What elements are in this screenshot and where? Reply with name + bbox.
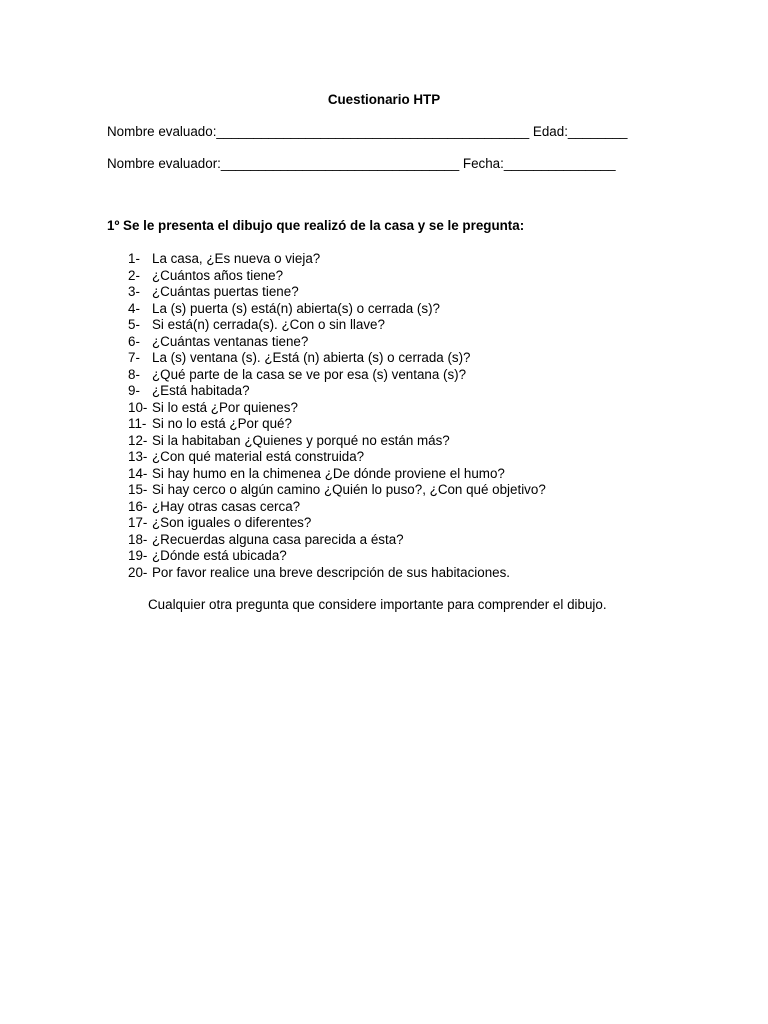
section-heading: 1º Se le presenta el dibujo que realizó de la casa y se le pregunta: xyxy=(107,218,525,233)
question-number: 5- xyxy=(128,317,140,332)
question-text: Si hay cerco o algún camino ¿Quién lo puso?, ¿Con qué objetivo? xyxy=(152,482,546,497)
question-number: 2- xyxy=(128,267,140,283)
question-item xyxy=(128,350,546,367)
question-item xyxy=(128,565,546,582)
question-item xyxy=(128,268,546,285)
question-text: Si está(n) cerrada(s). ¿Con o sin llave? xyxy=(152,317,385,332)
question-number: 6- xyxy=(128,333,140,349)
question-number: 7- xyxy=(128,350,140,365)
question-number: 16- xyxy=(128,498,148,514)
question-item xyxy=(128,499,546,516)
question-text: ¿Recuerdas alguna casa parecida a ésta? xyxy=(152,531,404,547)
question-text: ¿Qué parte de la casa se ve por esa (s) ventana (s)? xyxy=(152,366,467,382)
question-number: 10- xyxy=(128,399,148,415)
question-text: Por favor realice una breve descripción de sus habitaciones. xyxy=(152,564,511,580)
question-text: ¿Dónde está ubicada? xyxy=(152,548,287,563)
question-text: ¿Son iguales o diferentes? xyxy=(152,515,312,530)
question-item xyxy=(128,383,546,400)
question-text: La (s) puerta (s) está(n) abierta(s) o cerrada (s)? xyxy=(152,300,440,316)
question-item xyxy=(128,284,546,301)
question-item xyxy=(128,400,546,417)
question-item xyxy=(128,449,546,466)
closing-note: Cualquier otra pregunta que considere importante para comprender el dibujo. xyxy=(148,597,607,612)
question-text: ¿Cuántas ventanas tiene? xyxy=(152,333,309,349)
question-number: 1- xyxy=(128,251,140,266)
question-number: 18- xyxy=(128,531,148,547)
question-text: La casa, ¿Es nueva o vieja? xyxy=(152,251,321,266)
question-text: Si hay humo en la chimenea ¿De dónde proviene el humo? xyxy=(152,465,505,481)
question-text: ¿Cuántos años tiene? xyxy=(152,267,284,283)
evaluador-field-line: Nombre evaluador:________________________________ Fecha:_______________ xyxy=(107,156,616,171)
question-text: ¿Hay otras casas cerca? xyxy=(152,498,301,514)
question-number: 9- xyxy=(128,383,140,398)
question-number: 17- xyxy=(128,515,148,530)
question-list xyxy=(128,251,546,581)
question-item xyxy=(128,548,546,565)
question-number: 20- xyxy=(128,564,148,580)
evaluado-field-line: Nombre evaluado:__________________________________________ Edad:________ xyxy=(107,124,628,139)
question-number: 11- xyxy=(128,416,147,431)
document-title: Cuestionario HTP xyxy=(327,92,441,107)
question-item xyxy=(128,482,546,499)
question-item xyxy=(128,317,546,334)
question-item xyxy=(128,532,546,549)
question-item xyxy=(128,251,546,268)
question-item xyxy=(128,367,546,384)
question-number: 8- xyxy=(128,366,140,382)
question-text: ¿Cuántas puertas tiene? xyxy=(152,284,299,299)
question-text: La (s) ventana (s). ¿Está (n) abierta (s) o cerrada (s)? xyxy=(152,350,471,365)
question-item xyxy=(128,433,546,450)
question-number: 3- xyxy=(128,284,140,299)
question-number: 19- xyxy=(128,548,148,563)
question-number: 13- xyxy=(128,449,148,464)
question-item xyxy=(128,334,546,351)
question-text: Si la habitaban ¿Quienes y porqué no están más? xyxy=(152,432,450,448)
question-number: 14- xyxy=(128,465,148,481)
question-item xyxy=(128,301,546,318)
question-text: Si no lo está ¿Por qué? xyxy=(152,416,292,431)
question-text: ¿Con qué material está construida? xyxy=(152,449,365,464)
question-number: 12- xyxy=(128,432,148,448)
question-text: ¿Está habitada? xyxy=(152,383,250,398)
question-item xyxy=(128,466,546,483)
question-item xyxy=(128,515,546,532)
question-text: Si lo está ¿Por quienes? xyxy=(152,399,298,415)
question-item xyxy=(128,416,546,433)
question-number: 15- xyxy=(128,482,148,497)
question-number: 4- xyxy=(128,300,140,316)
